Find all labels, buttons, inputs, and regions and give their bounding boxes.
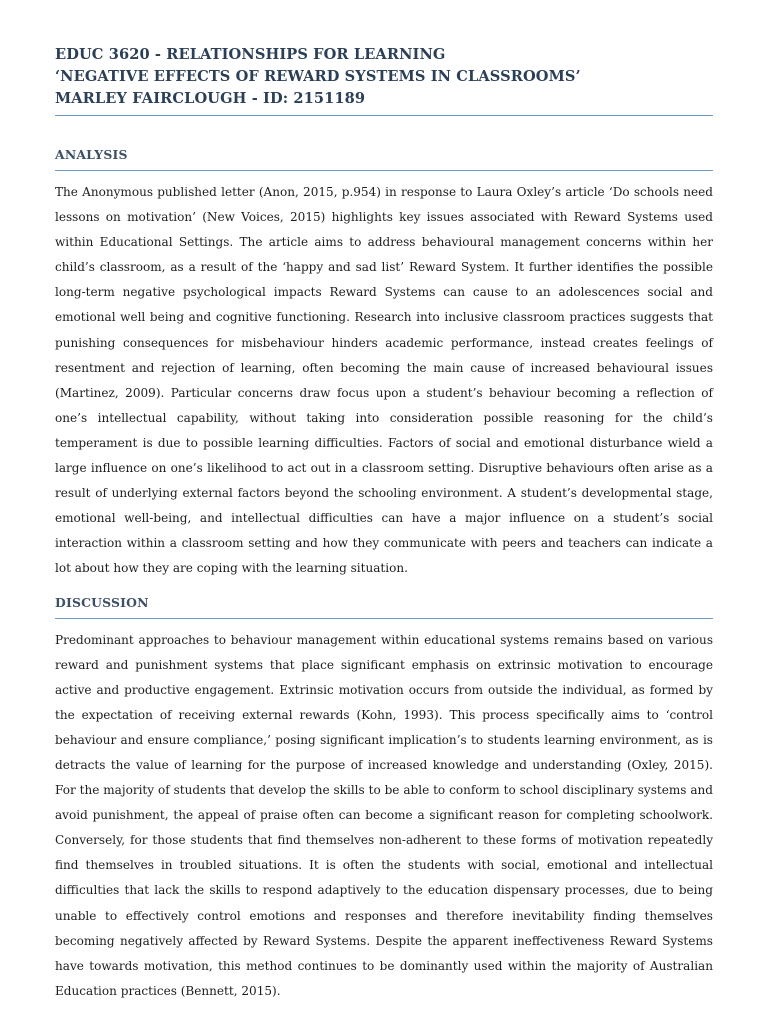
document-title-block (55, 44, 713, 115)
discussion-heading: DISCUSSION (55, 594, 149, 610)
discussion-divider (55, 618, 713, 619)
analysis-paragraph: The Anonymous published letter (Anon, 2015, p.954) in response to Laura Oxley’s article ‘Do schools need lessons on motivation’ (New Voices, 2015) highlights key issues associated with Reward Systems used within Educational Settings. The article aims to address behavioural management concerns within her child’s classroom, as a result of the ‘happy and sad list’ Reward System. It further identifies the possible long-term negative psychological impacts Reward Systems can cause to an adolescences social and emotional well being and cognitive functioning. Research into inclusive classroom practices suggests that punishing consequences for misbehaviour hinders academic performance, instead creates feelings of resentment and rejection of learning, often becoming the main cause of increased behavioural issues (Martinez, 2009). Particular concerns draw focus upon a student’s behaviour becoming a reflection of one’s intellectual capability, without taking into consideration possible reasoning for the child’s temperament is due to possible learning difficulties. Factors of social and emotional disturbance wield a large influence on one’s likelihood to act out in a classroom setting. Disruptive behaviours often arise as a result of underlying external factors beyond the schooling environment. A student’s developmental stage, emotional well-being, and intellectual difficulties can have a major influence on a student’s social interaction within a classroom setting and how they communicate with peers and teachers can indicate a lot about how they are coping with the learning situation. (55, 185, 713, 576)
discussion-paragraph: Predominant approaches to behaviour management within educational systems remains based on various reward and punishment systems that place significant emphasis on extrinsic motivation to encourage active and productive engagement. Extrinsic motivation occurs from outside the individual, as formed by the expectation of receiving external rewards (Kohn, 1993). This process specifically aims to ‘control behaviour and ensure compliance,’ posing significant implication’s to students learning environment, as is detracts the value of learning for the purpose of increased knowledge and understanding (Oxley, 2015). For the majority of students that develop the skills to be able to conform to school disciplinary systems and avoid punishment, the appeal of praise often can become a significant reason for completing schoolwork. Conversely, for those students that find themselves non-adherent to these forms of motivation repeatedly find themselves in troubled situations. It is often the students with social, emotional and intellectual difficulties that lack the skills to respond adaptively to the education dispensary processes, due to being unable to effectively control emotions and responses and therefore inevitability finding themselves becoming negatively affected by Reward Systems. Despite the apparent ineffectiveness Reward Systems have towards motivation, this method continues to be dominantly used within the majority of Australian Education practices (Bennett, 2015). (55, 632, 713, 998)
essay-title: ‘NEGATIVE EFFECTS OF REWARD SYSTEMS IN CLASSROOMS’ (55, 68, 581, 85)
analysis-divider (55, 170, 713, 171)
analysis-heading: ANALYSIS (55, 147, 128, 162)
course-title: EDUC 3620 - RELATIONSHIPS FOR LEARNING (55, 46, 446, 63)
document-page (55, 44, 713, 1004)
author-line: MARLEY FAIRCLOUGH - ID: 2151189 (55, 90, 366, 107)
title-divider (55, 115, 713, 116)
